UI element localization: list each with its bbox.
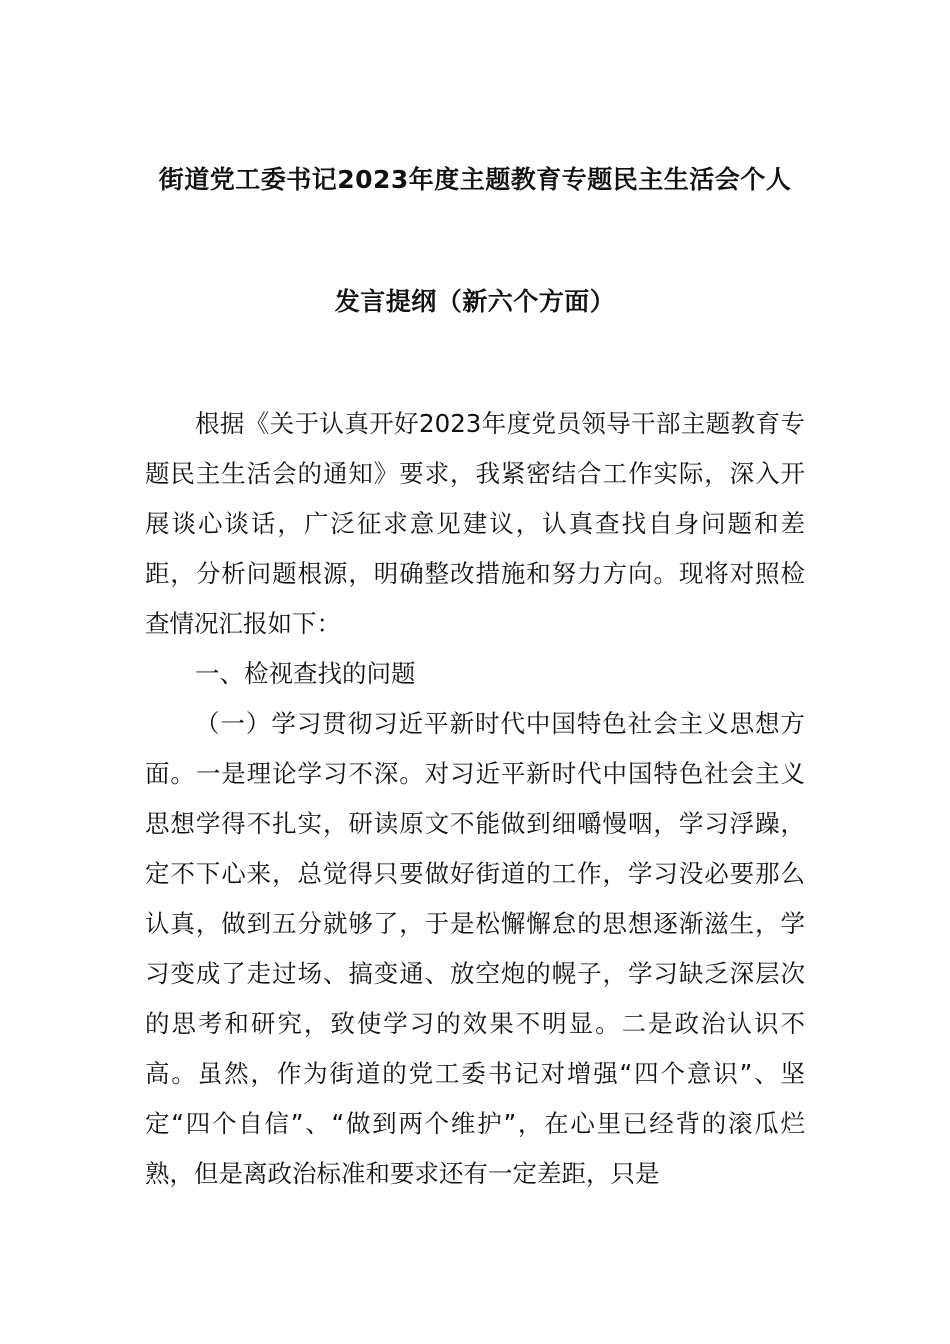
document-body bbox=[145, 399, 805, 1199]
intro-paragraph: 根据《关于认真开好2023年度党员领导干部主题教育专题民主生活会的通知》要求，我紧密结合工作实际，深入开展谈心谈话，广泛征求意见建议，认真查找自身问题和差距，分析问题根源，明确整改措施和努力方向。现将对照检查情况汇报如下： bbox=[145, 409, 805, 638]
document-title-line-1: 街道党工委书记2023年度主题教育专题民主生活会个人 bbox=[158, 165, 792, 194]
document-title-line-2: 发言提纲（新六个方面） bbox=[334, 287, 616, 316]
subsection-paragraph: （一）学习贯彻习近平新时代中国特色社会主义思想方面。一是理论学习不深。对习近平新时代中国特色社会主义思想学得不扎实，研读原文不能做到细嚼慢咽，学习浮躁，定不下心来，总觉得只要做好街道的工作，学习没必要那么认真，做到五分就够了，于是松懈懈怠的思想逐渐滋生，学习变成了走过场、搞变通、放空炮的幌子，学习缺乏深层次的思考和研究，致使学习的效果不明显。二是政治认识不高。虽然，作为街道的党工委书记对增强“四个意识”、坚定“四个自信”、“做到两个维护”，在心里已经背的滚瓜烂熟，但是离政治标准和要求还有一定差距，只是 bbox=[145, 709, 805, 1188]
section-heading: 一、检视查找的问题 bbox=[195, 659, 416, 688]
